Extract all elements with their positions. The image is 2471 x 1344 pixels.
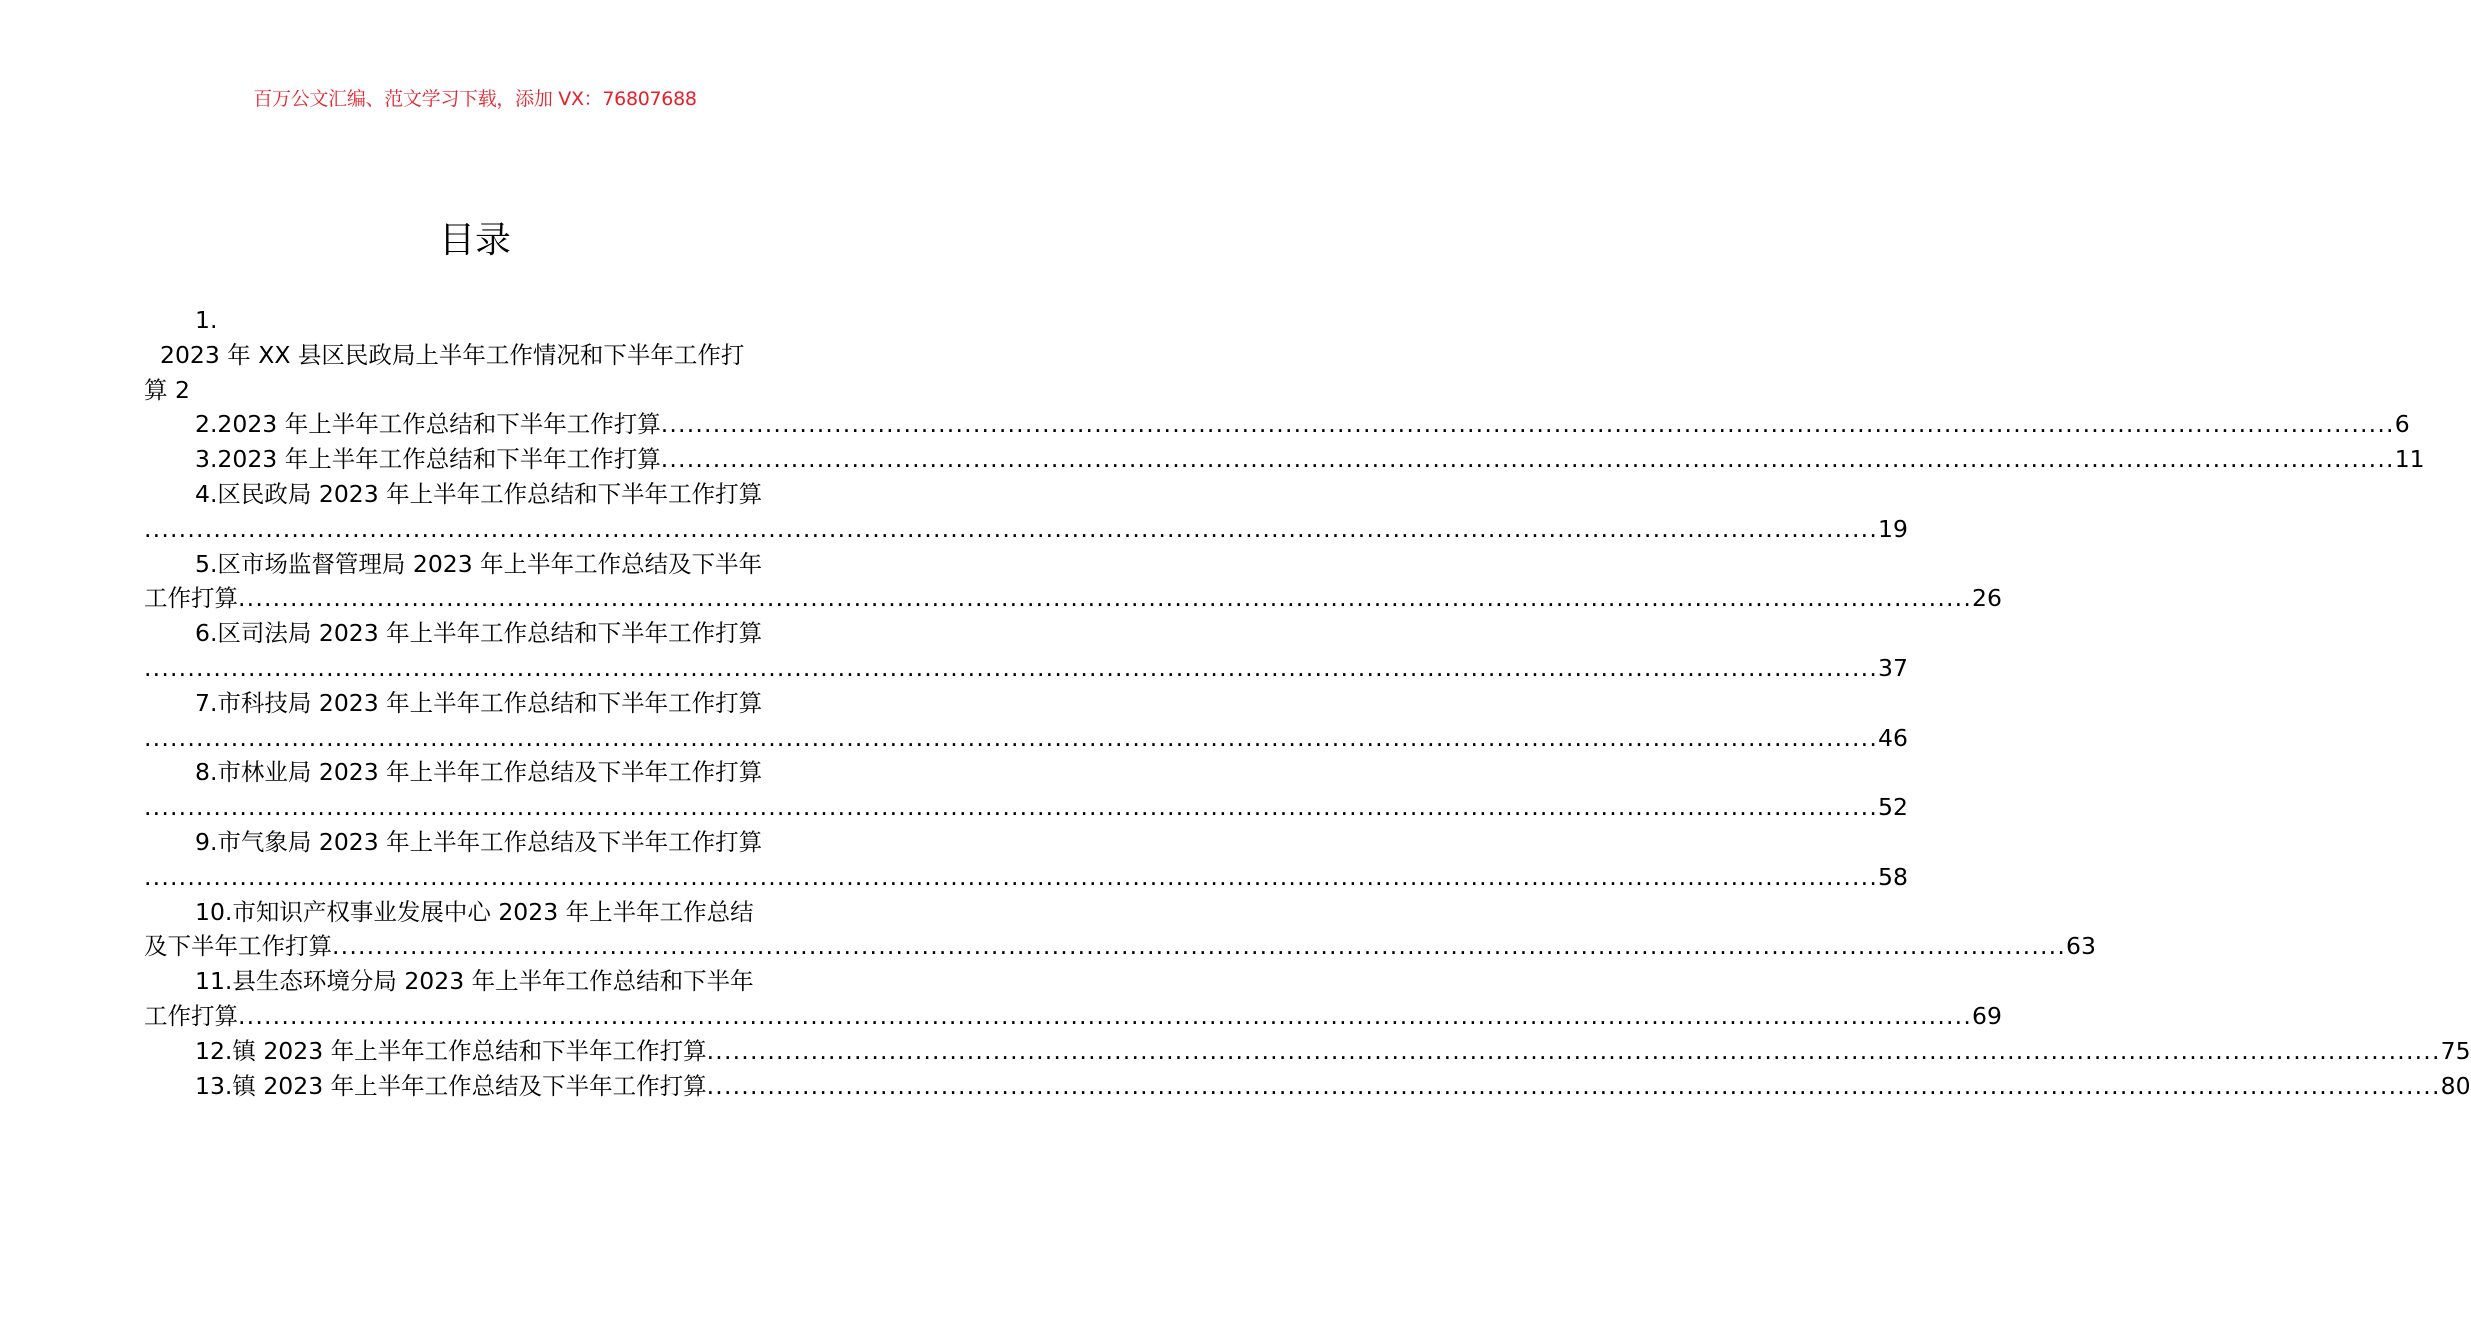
toc-entry-line xyxy=(144,964,806,999)
toc-entry[interactable] xyxy=(144,825,1908,895)
toc-entry[interactable] xyxy=(144,477,1908,547)
toc-entry[interactable] xyxy=(144,964,2002,1034)
toc-page-number: 80 xyxy=(2440,1071,2471,1100)
toc-entry-line xyxy=(144,999,2002,1034)
toc-entry[interactable] xyxy=(144,407,2410,442)
toc-entry-title: 10.市知识产权事业发展中心 2023 年上半年工作总结 xyxy=(195,897,754,926)
toc-entry-line xyxy=(144,755,806,790)
toc-entry-title: 工作打算 xyxy=(144,1001,238,1030)
toc-entry-title: 5.区市场监督管理局 2023 年上半年工作总结及下半年 xyxy=(195,549,763,578)
toc-entry[interactable] xyxy=(144,442,2425,477)
toc-page-number: 37 xyxy=(1878,653,1908,682)
toc-entry-title: 12.镇 2023 年上半年工作总结和下半年工作打算 xyxy=(195,1036,707,1065)
toc-entry[interactable] xyxy=(144,547,2002,617)
toc-entry-title: 算 xyxy=(144,375,168,404)
dot-leader: ........................................................................................................................................................................................................ xyxy=(332,932,2066,961)
toc-entry-line xyxy=(144,825,806,860)
toc-entry[interactable] xyxy=(144,1034,2471,1069)
dot-leader: ........................................................................................................................................................................................................ xyxy=(144,862,1878,891)
toc-entry-title: 2.2023 年上半年工作总结和下半年工作打算 xyxy=(195,410,661,439)
toc-entry-line xyxy=(144,686,806,721)
toc-entry[interactable] xyxy=(144,895,2096,965)
toc-entry-line xyxy=(144,477,806,512)
toc-page-number: 69 xyxy=(1972,1001,2002,1030)
page-title: 目录 xyxy=(438,220,511,261)
toc-entry-line xyxy=(144,407,2410,442)
toc-entry-line xyxy=(144,547,806,582)
toc-entry-line xyxy=(144,373,806,408)
toc-entry-line xyxy=(144,721,1908,756)
toc-entry-line xyxy=(144,338,806,373)
dot-leader: ........................................................................................................................................................................................................ xyxy=(238,1001,1972,1030)
toc-entry-title: 7.市科技局 2023 年上半年工作总结和下半年工作打算 xyxy=(195,688,763,717)
toc-page-number: 19 xyxy=(1878,514,1908,543)
toc-entry[interactable] xyxy=(144,303,806,407)
dot-leader: ........................................................................................................................................................................................................ xyxy=(660,410,2395,439)
toc-entry-line xyxy=(144,929,2096,964)
toc-entry[interactable] xyxy=(144,686,1908,756)
toc-entry-title: 11.县生态环境分局 2023 年上半年工作总结和下半年 xyxy=(195,967,754,996)
watermark-contact-banner: 百万公文汇编、范文学习下载，添加 VX：76807688 xyxy=(253,88,697,110)
toc-entry-title: 2023 年 XX 县区民政局上半年工作情况和下半年工作打 xyxy=(160,340,745,369)
dot-leader: ........................................................................................................................................................................................................ xyxy=(660,445,2395,474)
toc-page-number: 52 xyxy=(1878,793,1908,822)
dot-leader: ........................................................................................................................................................................................................ xyxy=(144,653,1878,682)
toc-entry-title: 工作打算 xyxy=(144,584,238,613)
toc-page-number: 58 xyxy=(1878,862,1908,891)
toc-entry[interactable] xyxy=(144,616,1908,686)
toc-entry[interactable] xyxy=(144,1069,2471,1104)
toc-page-number: 6 xyxy=(2394,410,2410,439)
toc-page-number: 63 xyxy=(2066,932,2096,961)
table-of-contents xyxy=(144,303,2471,1103)
toc-entry-line xyxy=(144,616,806,651)
toc-entry-title: 9.市气象局 2023 年上半年工作总结及下半年工作打算 xyxy=(195,827,763,856)
toc-page-number: 75 xyxy=(2440,1036,2471,1065)
toc-entry-title: 13.镇 2023 年上半年工作总结及下半年工作打算 xyxy=(195,1071,707,1100)
dot-leader: ........................................................................................................................................................................................................ xyxy=(238,584,1972,613)
dot-leader: ........................................................................................................................................................................................................ xyxy=(144,514,1878,543)
toc-page-number: 46 xyxy=(1878,723,1908,752)
toc-entry-line xyxy=(144,790,1908,825)
toc-entry-title: 及下半年工作打算 xyxy=(144,932,332,961)
toc-entry-line xyxy=(144,895,806,930)
toc-entry-title: 8.市林业局 2023 年上半年工作总结及下半年工作打算 xyxy=(195,758,763,787)
toc-entry-line xyxy=(144,860,1908,895)
dot-leader: ........................................................................................................................................................................................................ xyxy=(144,723,1878,752)
toc-page-number: 11 xyxy=(2394,445,2425,474)
toc-entry-line xyxy=(144,1034,2471,1069)
toc-page-number: 26 xyxy=(1972,584,2002,613)
dot-leader: ........................................................................................................................................................................................................ xyxy=(706,1071,2441,1100)
toc-page-number: 2 xyxy=(174,375,190,404)
toc-entry[interactable] xyxy=(144,755,1908,825)
toc-entry-title: 1. xyxy=(195,306,218,334)
toc-entry-line xyxy=(144,512,1908,547)
dot-leader: ........................................................................................................................................................................................................ xyxy=(706,1036,2441,1065)
dot-leader: ........................................................................................................................................................................................................ xyxy=(144,793,1878,822)
toc-entry-title: 3.2023 年上半年工作总结和下半年工作打算 xyxy=(195,445,661,474)
toc-entry-line xyxy=(144,581,2002,616)
toc-entry-line xyxy=(144,651,1908,686)
toc-entry-line xyxy=(144,442,2425,477)
toc-entry-title: 4.区民政局 2023 年上半年工作总结和下半年工作打算 xyxy=(195,479,763,508)
toc-entry-title: 6.区司法局 2023 年上半年工作总结和下半年工作打算 xyxy=(195,619,763,648)
toc-entry-line xyxy=(144,303,806,338)
toc-entry-line xyxy=(144,1069,2471,1104)
